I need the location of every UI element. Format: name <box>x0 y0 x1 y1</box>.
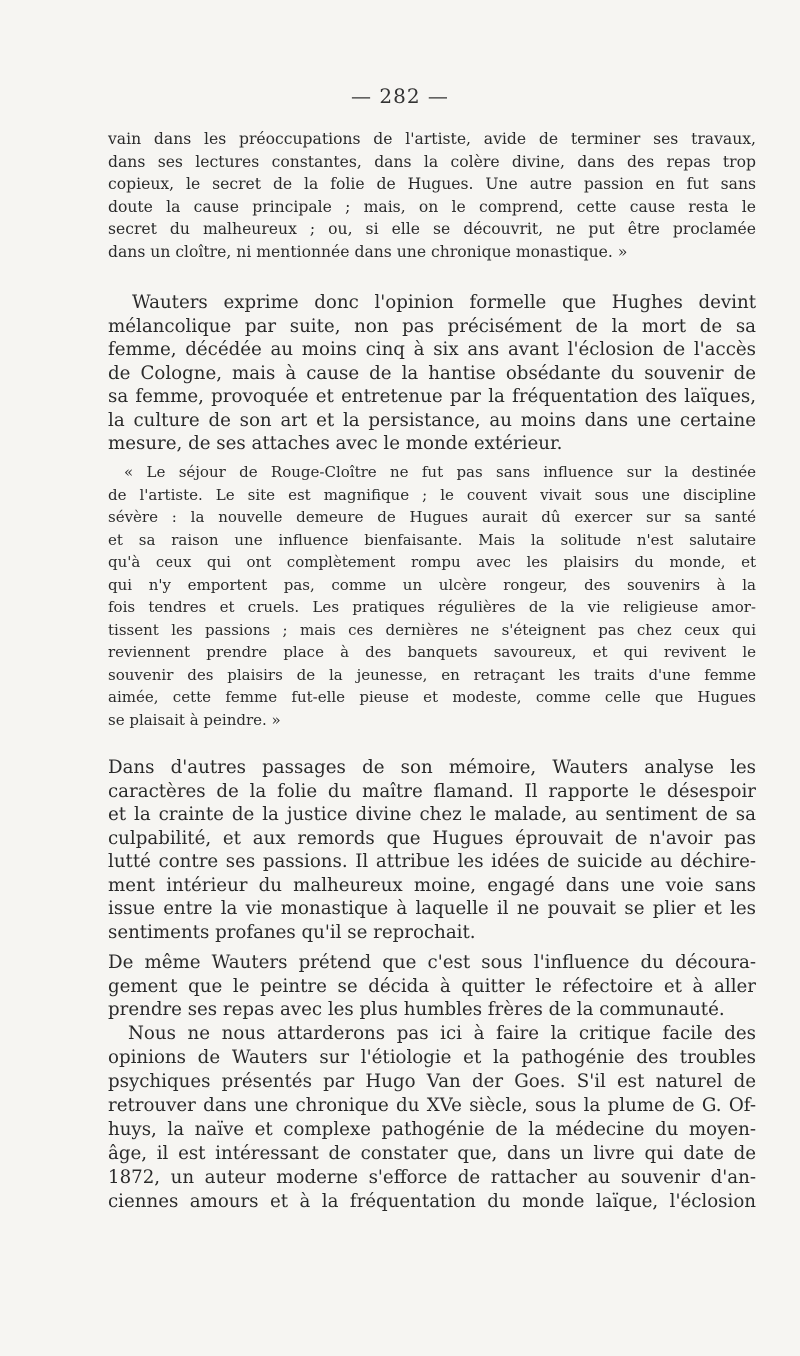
text-line: se plaisait à peindre. » <box>108 710 281 729</box>
body-paragraph-folie-analysis <box>108 756 756 944</box>
body-paragraph-critique <box>108 1022 756 1214</box>
text-line: ciennes amours et à la fréquentation du monde laïque, l'éclosion <box>108 1191 756 1212</box>
text-line: souvenir des plaisirs de la jeunesse, en retraçant les traits d'une femme <box>108 665 756 684</box>
text-line: fois tendres et cruels. Les pratiques régulières de la vie religieuse amor- <box>108 598 756 616</box>
text-line: doute la cause principale ; mais, on le comprend, cette cause resta le <box>108 197 756 216</box>
text-line: vain dans les préoccupations de l'artiste, avide de terminer ses travaux, <box>108 130 756 148</box>
text-line: Nous ne nous attarderons pas ici à faire la critique facile des <box>128 1023 756 1044</box>
text-line: tissent les passions ; mais ces dernières ne s'éteignent pas chez ceux qui <box>108 620 756 639</box>
text-line: qu'à ceux qui ont complètement rompu avec les plaisirs du monde, et <box>108 553 756 571</box>
text-line: culpabilité, et aux remords que Hugues éprouvait de n'avoir pas <box>108 827 756 849</box>
text-line: âge, il est intéressant de constater que, dans un livre qui date de <box>108 1143 756 1164</box>
page-number: — 282 — <box>351 84 449 108</box>
text-line: psychiques présentés par Hugo Van der Goes. S'il est naturel de <box>108 1071 756 1092</box>
text-line: mesure, de ses attaches avec le monde extérieur. <box>108 433 563 454</box>
text-line: sentiments profanes qu'il se reprochait. <box>108 921 476 943</box>
text-line: issue entre la vie monastique à laquelle il ne pouvait se plier et les <box>108 898 756 919</box>
quotation-rouge-cloitre <box>108 461 756 731</box>
text-line: « Le séjour de Rouge-Cloître ne fut pas sans influence sur la destinée <box>124 463 756 481</box>
text-line: Wauters exprime donc l'opinion formelle que Hughes devint <box>132 292 756 313</box>
quote-continuation-paragraph <box>108 128 756 264</box>
text-line: aimée, cette femme fut-elle pieuse et modeste, comme celle que Hugues <box>108 688 756 706</box>
text-line: sa femme, provoquée et entretenue par la fréquentation des laïques, <box>108 386 756 407</box>
text-line: femme, décédée au moins cinq à six ans avant l'éclosion de l'accès <box>108 339 756 360</box>
text-line: mélancolique par suite, non pas précisément de la mort de sa <box>108 315 756 337</box>
text-line: secret du malheureux ; ou, si elle se découvrit, ne put être proclamée <box>108 220 756 239</box>
text-line: dans un cloître, ni mentionnée dans une chronique monastique. » <box>108 242 628 261</box>
text-line: prendre ses repas avec les plus humbles frères de la communauté. <box>108 999 725 1020</box>
text-line: la culture de son art et la persistance, au moins dans une certaine <box>108 409 756 431</box>
text-line: gement que le peintre se décida à quitter le réfectoire et à aller <box>108 975 756 997</box>
body-paragraph-wauters-opinion <box>108 291 756 456</box>
text-line: huys, la naïve et complexe pathogénie de la médecine du moyen- <box>108 1119 756 1140</box>
text-line: de Cologne, mais à cause de la hantise obsédante du souvenir de <box>108 362 756 384</box>
text-line: retrouver dans une chronique du XVe siècle, sous la plume de G. Of- <box>108 1095 756 1116</box>
text-line: reviennent prendre place à des banquets savoureux, et qui revivent le <box>108 643 756 661</box>
body-paragraph-decouragement <box>108 951 756 1022</box>
text-line: de l'artiste. Le site est magnifique ; le couvent vivait sous une discipline <box>108 485 756 504</box>
text-line: lutté contre ses passions. Il attribue les idées de suicide au déchire- <box>108 851 756 872</box>
text-line: dans ses lectures constantes, dans la colère divine, dans des repas trop <box>108 152 756 171</box>
text-line: 1872, un auteur moderne s'efforce de rattacher au souvenir d'an- <box>108 1167 756 1188</box>
text-line: De même Wauters prétend que c'est sous l'influence du découra- <box>108 952 756 973</box>
text-line: ment intérieur du malheureux moine, engagé dans une voie sans <box>108 874 756 896</box>
text-line: Dans d'autres passages de son mémoire, Wauters analyse les <box>108 757 756 778</box>
text-line: opinions de Wauters sur l'étiologie et la pathogénie des troubles <box>108 1047 756 1068</box>
text-line: et la crainte de la justice divine chez le malade, au sentiment de sa <box>108 804 756 825</box>
text-line: sévère : la nouvelle demeure de Hugues aurait dû exercer sur sa santé <box>108 508 756 526</box>
text-line: qui n'y emportent pas, comme un ulcère rongeur, des souvenirs à la <box>108 575 756 594</box>
text-line: copieux, le secret de la folie de Hugues. Une autre passion en fut sans <box>108 175 756 194</box>
text-line: et sa raison une influence bienfaisante. Mais la solitude n'est salutaire <box>108 530 756 549</box>
text-line: caractères de la folie du maître flamand. Il rapporte le désespoir <box>108 780 756 802</box>
